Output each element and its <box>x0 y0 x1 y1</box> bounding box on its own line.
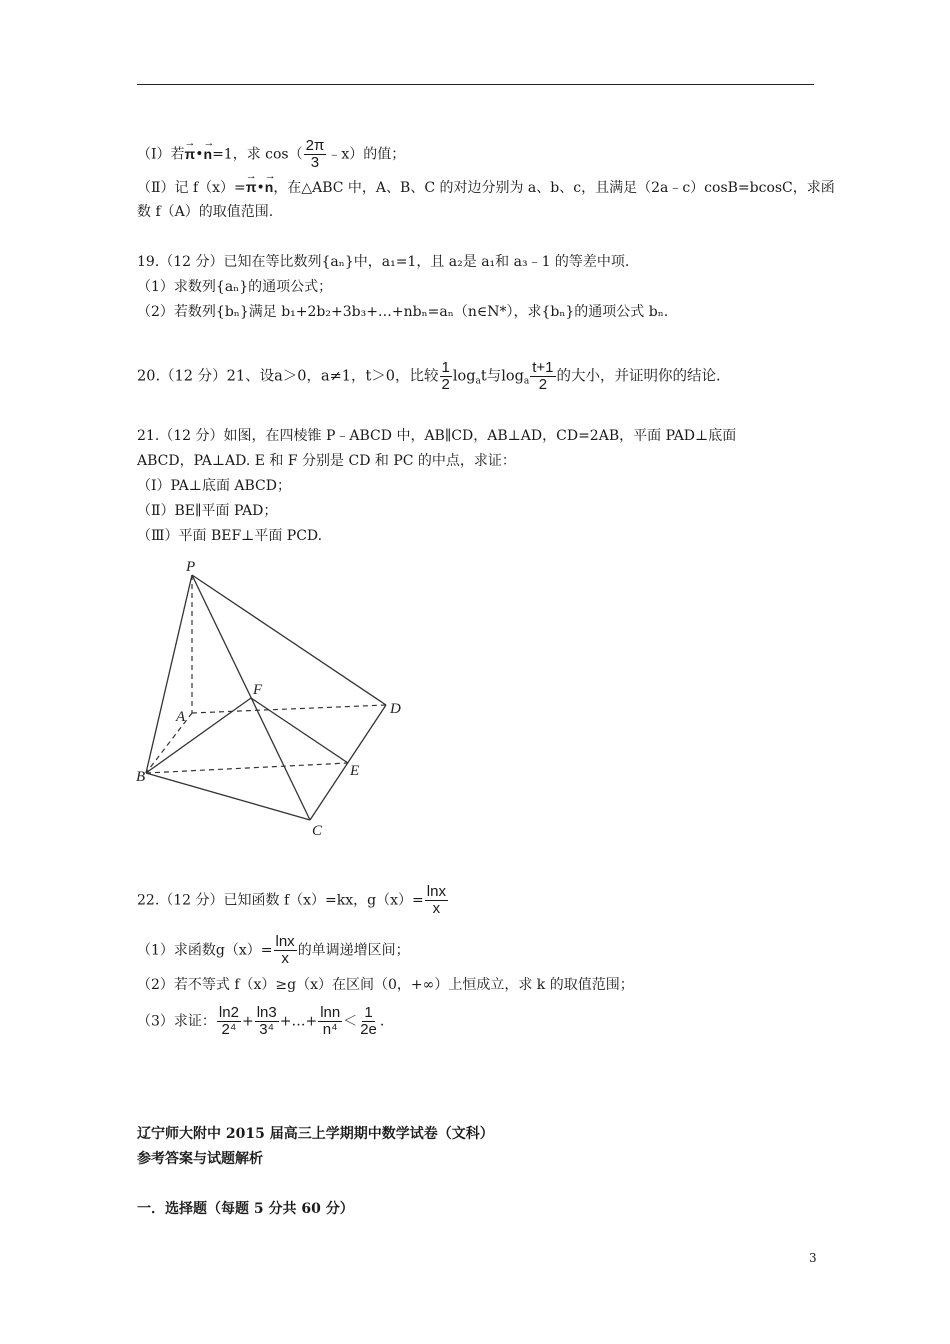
label-E: E <box>350 763 360 779</box>
fraction-lnx-over-x: $\frac{\ln x}{x}$ <box>426 883 446 917</box>
dot: • <box>195 146 204 163</box>
edge-BF <box>146 698 251 773</box>
dot: • <box>256 180 265 196</box>
q18-part2 <box>137 170 835 197</box>
fraction-ln3: $\frac{\ln 3}{\text{3⁴}}$ <box>256 1004 277 1038</box>
text: ，在△ABC 中，A、B、C 的对边分别为 a、b、c，且满足（2a﹣c）cosB=bcosC，求函 <box>273 180 835 196</box>
arrow-icon: → <box>203 136 215 149</box>
q19-stem: 19.（12 分）已知在等比数列{aₙ}中，a₁=1，且 a₂是 a₁和 a₃﹣1 的等差中项. <box>137 254 630 270</box>
label-A: A <box>176 709 186 725</box>
vector-m: → π <box>246 178 257 196</box>
q21-stem: 21.（12 分）如图，在四棱锥 P﹣ABCD 中，AB∥CD，AB⊥AD，CD=2AB，平面 PAD⊥底面 <box>137 428 737 444</box>
edge-FE <box>251 698 348 763</box>
q19-part1: （1）求数列{aₙ}的通项公式； <box>137 279 333 295</box>
vector-n: → n <box>204 145 213 163</box>
fraction-ln2: $\frac{\ln 2}{\text{2⁴}}$ <box>218 1004 239 1038</box>
label-D: D <box>390 701 401 717</box>
arrow-icon: → <box>245 170 257 182</box>
q18-part2-cont: 数 f（A）的取值范围. <box>137 204 274 220</box>
text: 22.（12 分）已知函数 f（x）=kx，g（x）= <box>137 892 424 909</box>
pyramid-figure <box>130 555 420 845</box>
label-B: B <box>136 769 146 785</box>
fraction-one-half: $\frac{1}{2}$ <box>441 359 450 393</box>
log: log <box>501 368 524 385</box>
text: t与 <box>480 368 502 385</box>
q21-part2: （Ⅱ）BE∥平面 PAD； <box>137 503 278 519</box>
text: （Ⅱ）记 f（x）= <box>137 180 246 196</box>
q21-stem-cont: ABCD，PA⊥AD. E 和 F 分别是 CD 和 PC 的中点，求证： <box>137 453 516 469</box>
text: . <box>379 1013 385 1030</box>
answer-subtitle: 参考答案与试题解析 <box>137 1151 263 1167</box>
text: + <box>241 1013 254 1030</box>
vector-n: → n <box>265 178 274 196</box>
label-P: P <box>186 559 196 575</box>
arrow-icon: → <box>184 136 196 149</box>
text: （1）求函数g（x）= <box>137 942 273 959</box>
text: （Ⅰ）若 <box>137 146 185 163</box>
log: log <box>452 368 476 385</box>
text: 的单调递增区间； <box>297 942 410 959</box>
header-rule <box>137 84 814 85</box>
fraction-2pi-3: $\frac{2\pi}{3}$ <box>305 137 325 171</box>
log-base: a <box>523 376 530 387</box>
q20-stem <box>137 360 721 393</box>
label-C: C <box>312 823 323 839</box>
edge-PD <box>192 575 386 705</box>
text: ﹣x）的值； <box>327 146 406 163</box>
edge-AD <box>192 705 386 713</box>
edge-PC <box>192 575 310 820</box>
fraction-lnn: $\frac{\ln n}{\text{n⁴}}$ <box>320 1004 341 1038</box>
arrow-icon: → <box>264 170 276 182</box>
text: 的大小，并证明你的结论. <box>556 368 721 385</box>
page-number: 3 <box>809 1251 817 1265</box>
q21-part3: （Ⅲ）平面 BEF⊥平面 PCD. <box>137 528 323 544</box>
fraction-1-over-2e: $\frac{1}{2e}$ <box>360 1004 377 1038</box>
text: ＜ <box>343 1013 358 1030</box>
q22-stem <box>137 884 449 917</box>
edge-BE <box>146 763 348 773</box>
q19-part2: （2）若数列{bₙ}满足 b₁+2b₂+3b₃+…+nbₙ=aₙ（n∈N*），求{bₙ}的通项公式 bₙ. <box>137 304 669 320</box>
fraction-lnx-over-x: $\frac{\ln x}{x}$ <box>275 933 295 967</box>
q22-part2: （2）若不等式 f（x）≥g（x）在区间（0，+∞）上恒成立，求 k 的取值范围； <box>137 977 634 993</box>
text: 20.（12 分）21、设a＞0，a≠1，t＞0，比较 <box>137 368 439 385</box>
label-F: F <box>253 682 263 698</box>
answer-title: 辽宁师大附中 2015 届高三上学期期中数学试卷（文科） <box>137 1126 494 1142</box>
fraction-t-plus-1-over-2: $\frac{t+1}{2}$ <box>532 359 554 393</box>
q22-part1 <box>137 934 410 967</box>
section-heading: 一．选择题（每题 5 分共 60 分） <box>137 1201 354 1217</box>
vector-m: → π <box>185 145 196 163</box>
log-base: a <box>475 376 481 387</box>
text: =1，求 cos（ <box>212 146 303 163</box>
q22-part3 <box>137 1005 384 1038</box>
edge-BC <box>146 773 310 820</box>
text: （3）求证： <box>137 1013 216 1030</box>
text: +…+ <box>279 1013 318 1030</box>
q21-part1: （Ⅰ）PA⊥底面 ABCD； <box>137 478 291 494</box>
